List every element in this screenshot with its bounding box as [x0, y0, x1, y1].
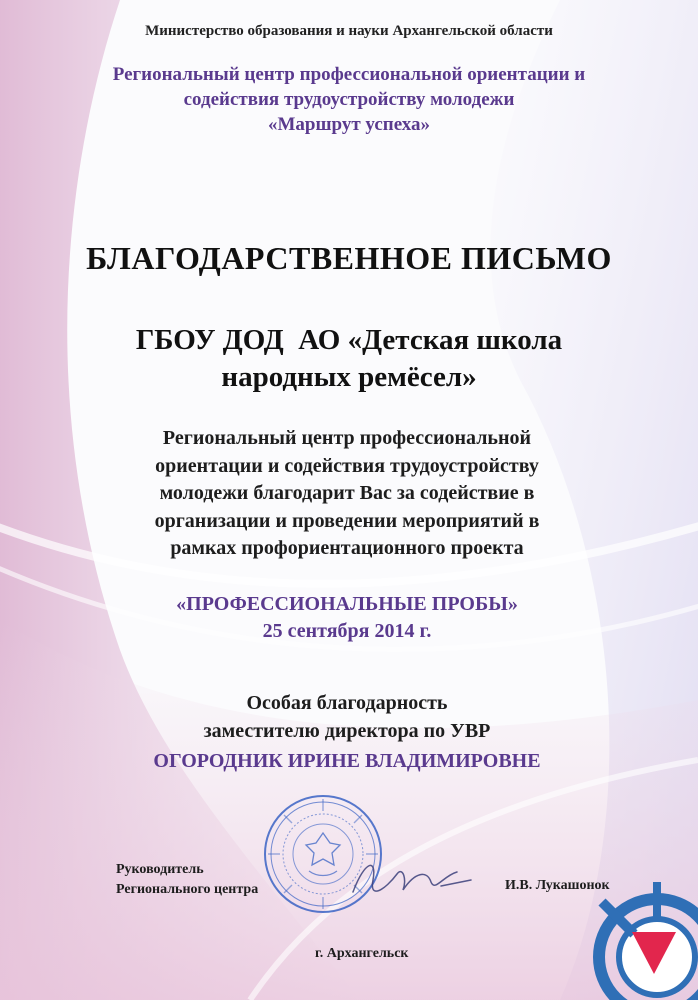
signer-title-line: Руководитель	[116, 862, 204, 877]
signer-name: И.В. Лукашонок	[505, 878, 610, 893]
special-line: заместителю директора по УВР	[203, 719, 491, 742]
center-name-line: содействия трудоустройству молодежи	[183, 89, 515, 110]
signer-title-line: Регионального центра	[116, 882, 259, 897]
body-line: организации и проведении мероприятий в	[154, 509, 540, 532]
center-name-line: «Маршрут успеха»	[267, 114, 431, 135]
body-line: Региональный центр профессиональной	[162, 427, 532, 449]
center-name	[0, 62, 698, 137]
body-line: ориентации и содействия трудоустройству	[155, 454, 539, 477]
recipient-name	[0, 322, 698, 396]
center-name-line: Региональный центр профессиональной ориентации и	[112, 64, 586, 85]
signer-title	[116, 860, 258, 900]
regional-center-logo-icon	[572, 862, 698, 1000]
project-name: «ПРОФЕССИОНАЛЬНЫЕ ПРОБЫ»	[176, 593, 518, 615]
document-title: БЛАГОДАРСТВЕННОЕ ПИСЬМО	[86, 240, 612, 276]
special-thanks	[52, 690, 642, 745]
city-name: г. Архангельск	[315, 946, 409, 961]
signature-icon	[345, 850, 475, 910]
special-line: Особая благодарность	[246, 692, 448, 714]
person-name: ОГОРОДНИК ИРИНЕ ВЛАДИМИРОВНЕ	[153, 750, 541, 772]
recipient-line: народных ремёсел»	[221, 361, 477, 393]
letter-body	[52, 425, 642, 563]
event-date: 25 сентября 2014 г.	[262, 620, 432, 642]
ministry-name: Министерство образования и науки Архангельской области	[145, 23, 553, 39]
body-line: рамках профориентационного проекта	[170, 537, 524, 559]
body-line: молодежи благодарит Вас за содействие в	[159, 482, 535, 504]
recipient-line: ГБОУ ДОД АО «Детская школа	[135, 324, 563, 356]
